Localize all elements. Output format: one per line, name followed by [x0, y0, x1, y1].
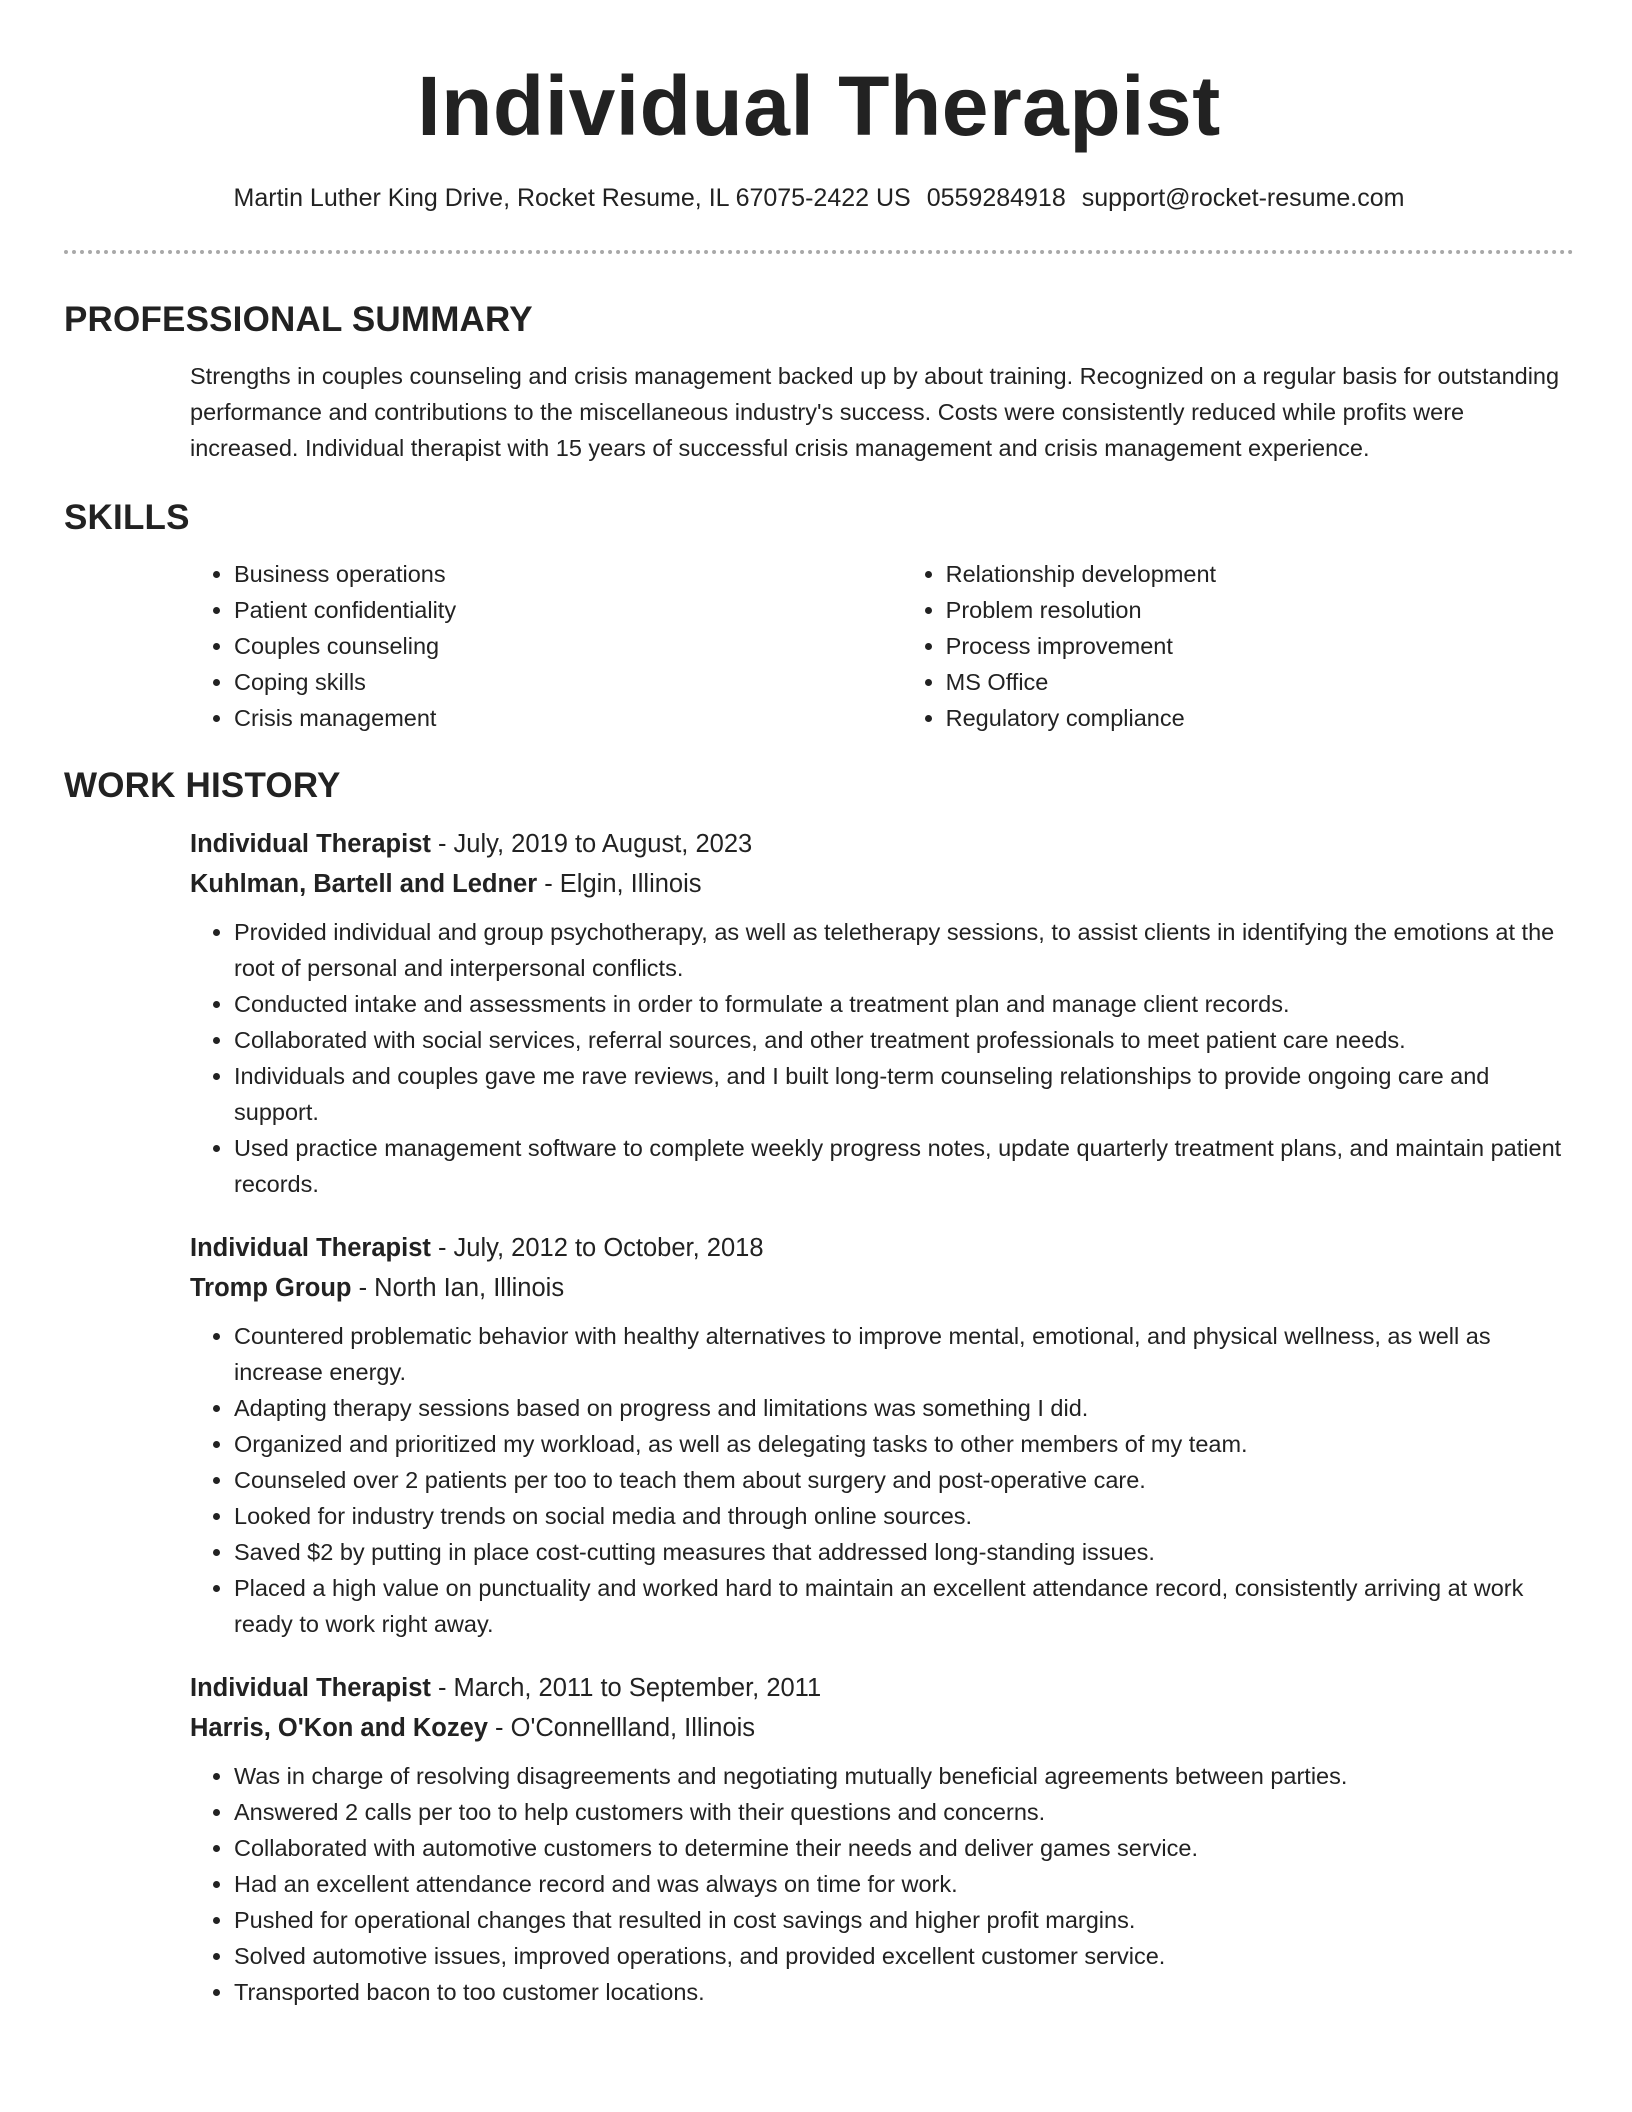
job-bullets — [190, 1318, 1574, 1642]
job-bullet: • Saved $2 by putting in place cost-cutting measures that addressed long-standing issues. — [234, 1534, 1574, 1570]
job-entry — [190, 1668, 1574, 2010]
summary-heading: PROFESSIONAL SUMMARY — [64, 300, 533, 339]
job-location: - Elgin, Illinois — [537, 870, 702, 898]
skill-item: • Business operations — [234, 556, 902, 592]
job-bullet: • Collaborated with automotive customers to determine their needs and deliver games service. — [234, 1830, 1574, 1866]
job-bullets — [190, 914, 1574, 1202]
job-company-line — [190, 864, 1574, 904]
header-divider — [64, 250, 1574, 254]
job-location: - O'Connellland, Illinois — [487, 1714, 756, 1742]
job-bullet: • Organized and prioritized my workload, as well as delegating tasks to other members of my team. — [234, 1426, 1574, 1462]
job-title-line — [190, 1228, 1574, 1268]
skill-item: • Couples counseling — [234, 628, 902, 664]
job-bullet: • Provided individual and group psychotherapy, as well as teletherapy sessions, to assist clients in identifying the emotions at the root of personal and interpersonal conflicts. — [234, 914, 1574, 986]
job-dates: - March, 2011 to September, 2011 — [430, 1674, 822, 1702]
job-dates: - July, 2012 to October, 2018 — [430, 1234, 764, 1262]
resume-title: Individual Therapist — [417, 59, 1221, 153]
job-title-line — [190, 1668, 1574, 1708]
work-history-heading: WORK HISTORY — [64, 766, 341, 805]
job-bullet: • Placed a high value on punctuality and worked hard to maintain an excellent attendance record, consistently arriving at work ready to work right away. — [234, 1570, 1574, 1642]
contact-address: Martin Luther King Drive, Rocket Resume, IL 67075-2422 US — [233, 184, 911, 212]
job-entry — [190, 824, 1574, 1202]
contact-phone: 0559284918 — [926, 184, 1066, 212]
job-bullet: • Solved automotive issues, improved operations, and provided excellent customer service. — [234, 1938, 1574, 1974]
skill-item: • MS Office — [946, 664, 1574, 700]
job-bullet: • Was in charge of resolving disagreements and negotiating mutually beneficial agreements between parties. — [234, 1758, 1574, 1794]
job-bullet: • Collaborated with social services, referral sources, and other treatment professionals to meet patient care needs. — [234, 1022, 1574, 1058]
contact-email: support@rocket-resume.com — [1081, 184, 1405, 212]
job-bullet: • Counseled over 2 patients per too to teach them about surgery and post-operative care. — [234, 1462, 1574, 1498]
skill-item: • Regulatory compliance — [946, 700, 1574, 736]
job-bullet: • Pushed for operational changes that resulted in cost savings and higher profit margins. — [234, 1902, 1574, 1938]
job-bullet: • Adapting therapy sessions based on progress and limitations was something I did. — [234, 1390, 1574, 1426]
job-role: Individual Therapist — [190, 1234, 431, 1262]
job-company: Harris, O'Kon and Kozey — [190, 1714, 488, 1742]
job-bullet: • Transported bacon to too customer locations. — [234, 1974, 1574, 2010]
job-role: Individual Therapist — [190, 1674, 431, 1702]
job-company-line — [190, 1268, 1574, 1308]
skill-item: • Relationship development — [946, 556, 1574, 592]
skills-column-right — [902, 556, 1574, 736]
job-company: Kuhlman, Bartell and Ledner — [190, 870, 538, 898]
job-bullet: • Individuals and couples gave me rave reviews, and I built long-term counseling relationships to provide ongoing care and support. — [234, 1058, 1574, 1130]
job-bullet: • Had an excellent attendance record and was always on time for work. — [234, 1866, 1574, 1902]
job-dates: - July, 2019 to August, 2023 — [430, 830, 753, 858]
job-role: Individual Therapist — [190, 830, 431, 858]
skill-item: • Process improvement — [946, 628, 1574, 664]
job-entry — [190, 1228, 1574, 1642]
job-company-line — [190, 1708, 1574, 1748]
job-bullets — [190, 1758, 1574, 2010]
job-bullet: • Looked for industry trends on social media and through online sources. — [234, 1498, 1574, 1534]
skills-list — [190, 556, 1574, 736]
skills-column-left — [190, 556, 902, 736]
skill-item: • Crisis management — [234, 700, 902, 736]
contact-line — [64, 180, 1574, 216]
job-bullet: • Answered 2 calls per too to help customers with their questions and concerns. — [234, 1794, 1574, 1830]
resume-page — [64, 0, 1574, 2010]
job-company: Tromp Group — [190, 1274, 352, 1302]
job-bullet: • Used practice management software to complete weekly progress notes, update quarterly treatment plans, and maintain patient records. — [234, 1130, 1574, 1202]
summary-text: Strengths in couples counseling and crisis management backed up by about training. Recognized on a regular basis for outstanding performance and contributions to the miscellaneous industry's success. Costs were consistently reduced while profits were increased. Individual therapist with 15 years of successful crisis management and crisis management experience. — [190, 363, 1560, 461]
skill-item: • Patient confidentiality — [234, 592, 902, 628]
skill-item: • Coping skills — [234, 664, 902, 700]
skill-item: • Problem resolution — [946, 592, 1574, 628]
job-bullet: • Conducted intake and assessments in order to formulate a treatment plan and manage client records. — [234, 986, 1574, 1022]
job-location: - North Ian, Illinois — [351, 1274, 565, 1302]
job-bullet: • Countered problematic behavior with healthy alternatives to improve mental, emotional, and physical wellness, as well as increase energy. — [234, 1318, 1574, 1390]
skills-heading: SKILLS — [64, 498, 190, 537]
job-title-line — [190, 824, 1574, 864]
